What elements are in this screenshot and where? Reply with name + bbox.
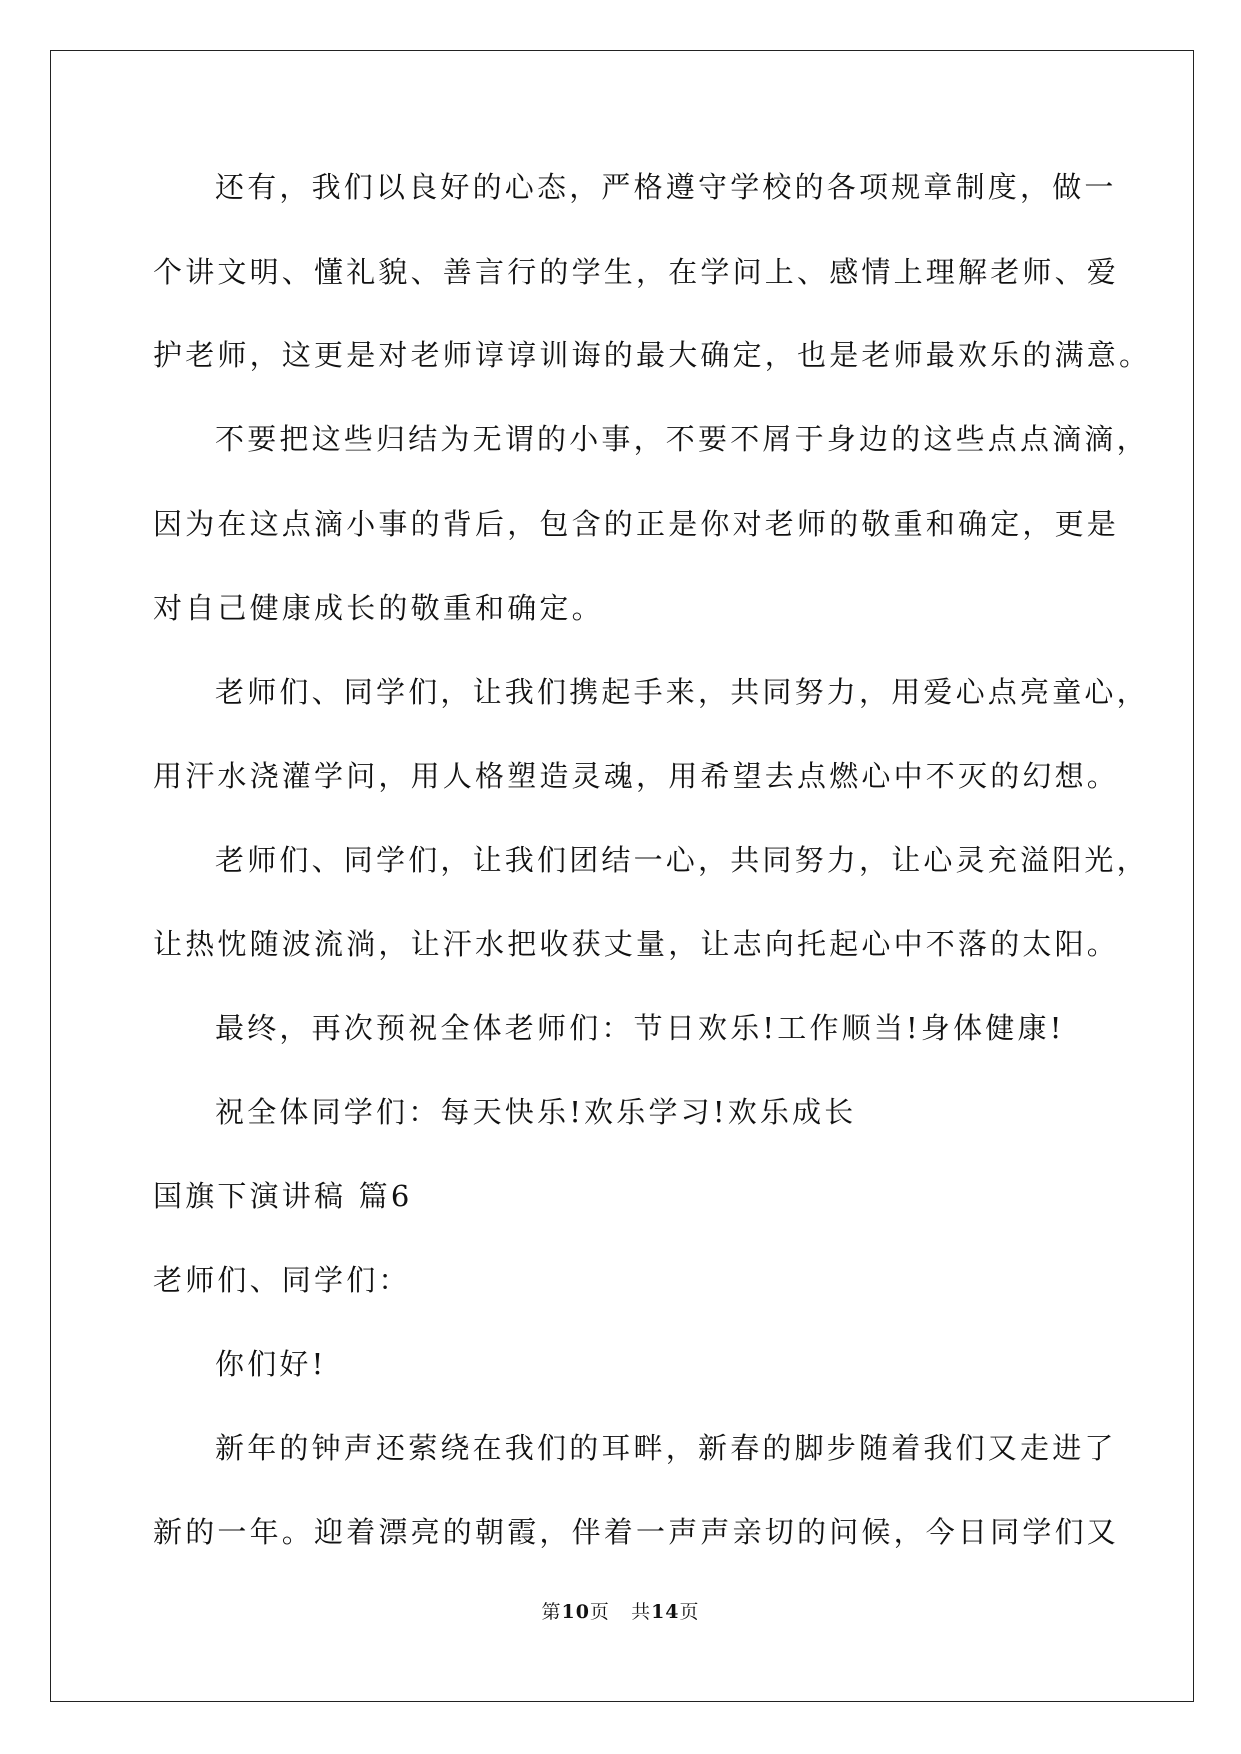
paragraph-2-line-2: 因为在这点滴小事的背后，包含的正是你对老师的敬重和确定，更是 (153, 507, 1120, 541)
section-heading: 国旗下演讲稿 篇6 (153, 1179, 413, 1213)
paragraph-1-line-3: 护老师，这更是对老师谆谆训诲的最大确定，也是老师最欢乐的满意。 (153, 338, 1152, 372)
paragraph-1-line-2: 个讲文明、懂礼貌、善言行的学生，在学问上、感情上理解老师、爱 (153, 255, 1120, 289)
total-pages-number: 14 (651, 1601, 680, 1623)
footer-total-prefix: 共 (631, 1601, 652, 1623)
closing-paragraph-line-1: 新年的钟声还萦绕在我们的耳畔，新春的脚步随着我们又走进了 (215, 1431, 1117, 1465)
paragraph-5-line-1: 最终，再次预祝全体老师们：节日欢乐!工作顺当!身体健康! (215, 1011, 1065, 1045)
footer-total-suffix: 页 (679, 1601, 700, 1623)
greeting: 你们好! (215, 1347, 327, 1381)
paragraph-3-line-1: 老师们、同学们，让我们携起手来，共同努力，用爱心点亮童心， (215, 675, 1149, 709)
paragraph-2-line-1: 不要把这些归结为无谓的小事，不要不屑于身边的这些点点滴滴， (215, 422, 1149, 456)
paragraph-1-line-1: 还有，我们以良好的心态，严格遵守学校的各项规章制度，做一 (215, 170, 1117, 204)
page-footer (0, 1600, 1241, 1624)
paragraph-6-line-1: 祝全体同学们：每天快乐!欢乐学习!欢乐成长 (215, 1095, 857, 1129)
closing-paragraph-line-2: 新的一年。迎着漂亮的朝霞，伴着一声声亲切的问候，今日同学们又 (153, 1515, 1120, 1549)
current-page-number: 10 (561, 1601, 590, 1623)
footer-page-word: 页 (589, 1601, 610, 1623)
footer-prefix: 第 (541, 1601, 562, 1623)
paragraph-4-line-2: 让热忱随波流淌，让汗水把收获丈量，让志向托起心中不落的太阳。 (153, 927, 1120, 961)
salutation: 老师们、同学们： (153, 1263, 411, 1297)
paragraph-4-line-1: 老师们、同学们，让我们团结一心，共同努力，让心灵充溢阳光， (215, 843, 1149, 877)
paragraph-2-line-3: 对自己健康成长的敬重和确定。 (153, 591, 604, 625)
paragraph-3-line-2: 用汗水浇灌学问，用人格塑造灵魂，用希望去点燃心中不灭的幻想。 (153, 759, 1120, 793)
